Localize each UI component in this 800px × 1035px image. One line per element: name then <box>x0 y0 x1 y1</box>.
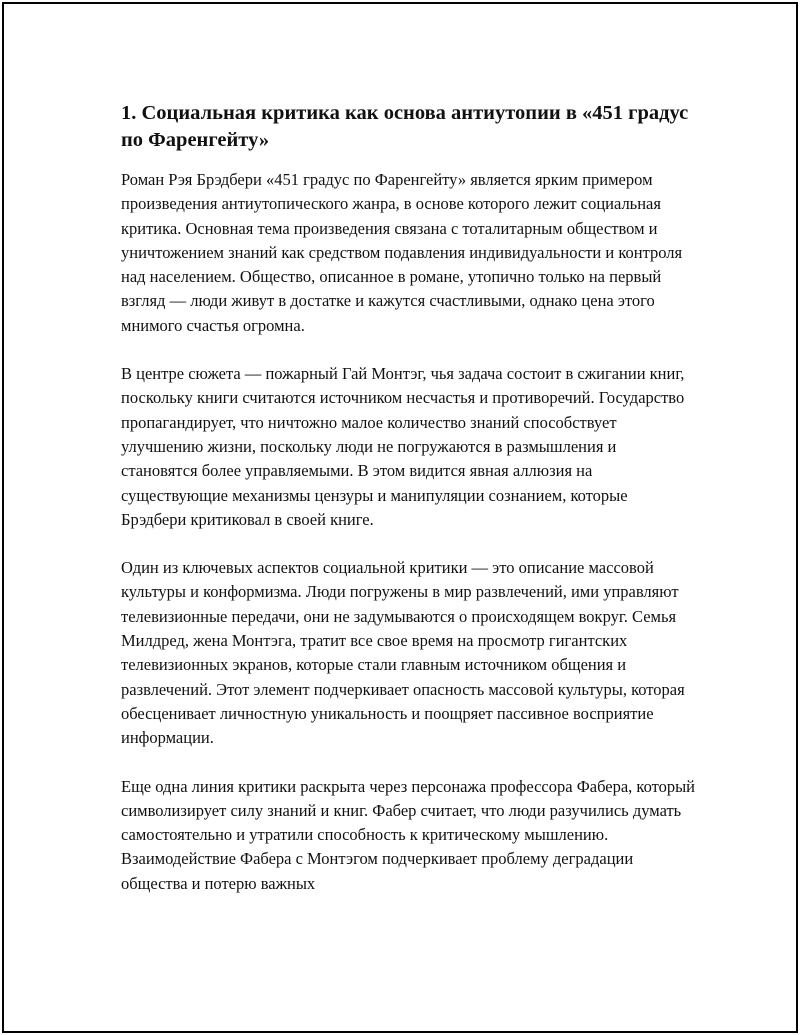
paragraph-4: Еще одна линия критики раскрыта через персонажа профессора Фабера, который символизирует силу знаний и книг. Фабер считает, что люди разучились думать самостоятельно и утратили способность к критическому мышлению. Взаимодействие Фабера с Монтэгом подчеркивает проблему деградации общества и потерю важных <box>121 776 696 893</box>
page-frame <box>2 2 798 1033</box>
document-body <box>121 100 696 920</box>
section-title: 1. Социальная критика как основа антиутопии в «451 градус по Фаренгейту» <box>121 102 689 151</box>
paragraph-1: Роман Рэя Брэдбери «451 градус по Фаренгейту» является ярким примером произведения антиутопического жанра, в основе которого лежит социальная критика. Основная тема произведения связана с тоталитарным обществом и уничтожением знаний как средством подавления индивидуальности и контроля над населением. Общество, описанное в романе, утопично только на первый взгляд — люди живут в достатке и кажутся счастливыми, однако цена этого мнимого счастья огромна. <box>121 170 683 335</box>
paragraph-2: В центре сюжета — пожарный Гай Монтэг, чья задача состоит в сжигании книг, поскольку книги считаются источником несчастья и противоречий. Государство пропагандирует, что ничтожно малое количество знаний способствует улучшению жизни, поскольку люди не погружаются в размышления и становятся более управляемыми. В этом видится явная аллюзия на существующие механизмы цензуры и манипуляции сознанием, которые Брэдбери критиковал в своей книге. <box>121 364 685 529</box>
paragraph-3: Один из ключевых аспектов социальной критики — это описание массовой культуры и конформизма. Люди погружены в мир развлечений, ими управляют телевизионные передачи, они не задумываются о происходящем вокруг. Семья Милдред, жена Монтэга, тратит все свое время на просмотр гигантских телевизионных экранов, которые стали главным источником общения и развлечений. Этот элемент подчеркивает опасность массовой культуры, которая обесценивает личностную уникальность и поощряет пассивное восприятие информации. <box>121 558 685 748</box>
